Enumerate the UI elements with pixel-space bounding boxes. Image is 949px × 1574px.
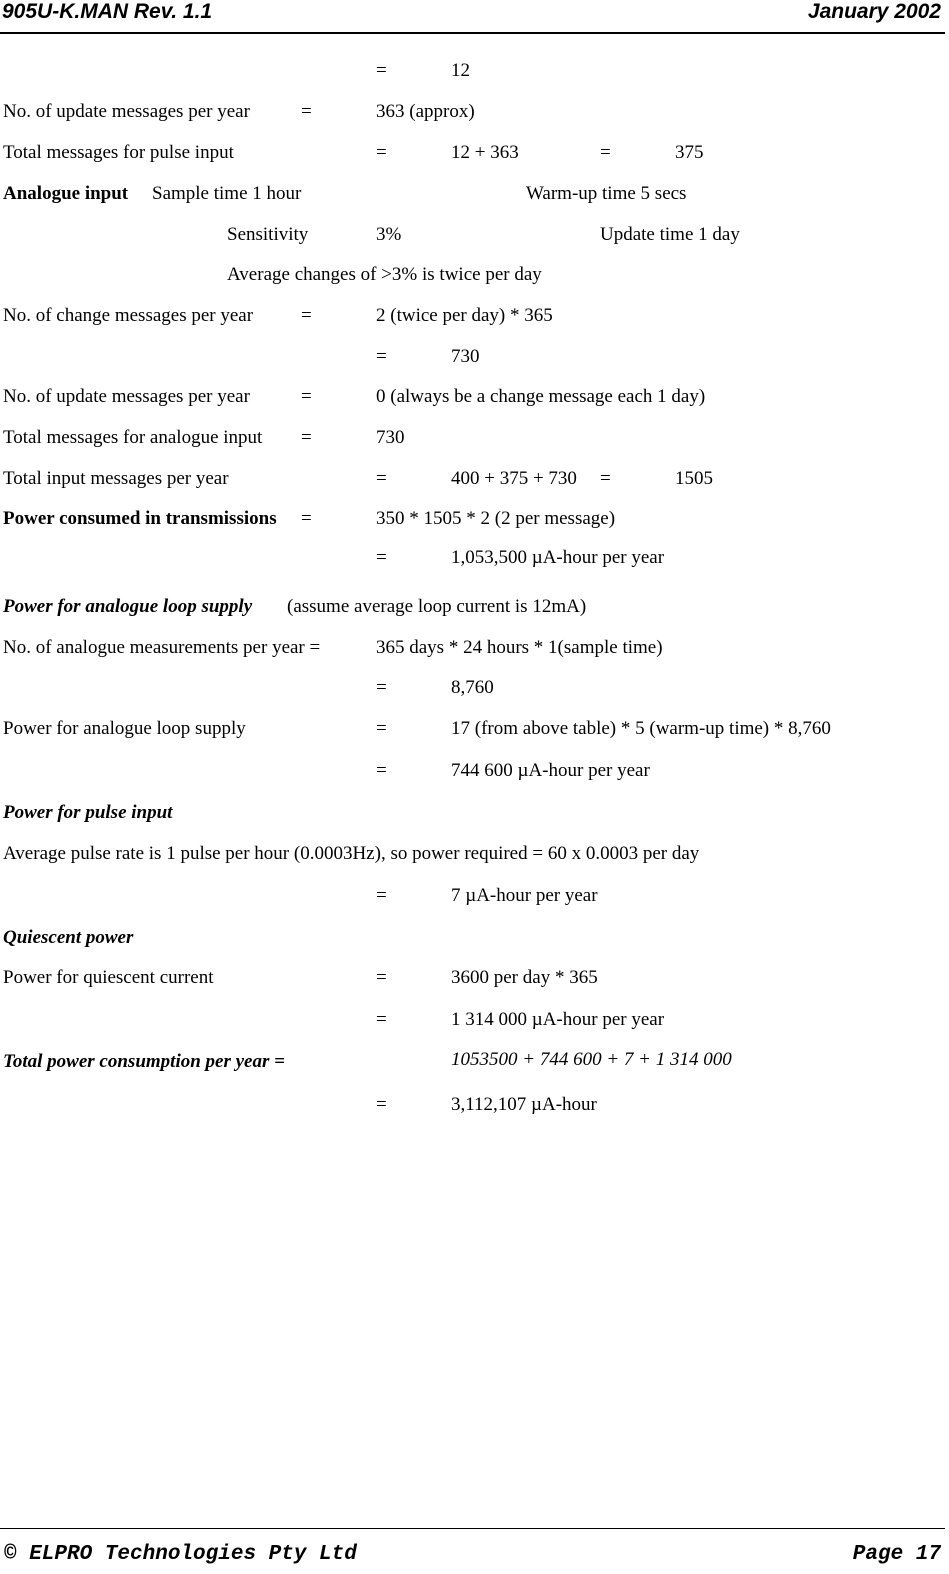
value: 400 + 375 + 730 bbox=[451, 468, 577, 489]
equals-sign: = bbox=[301, 101, 312, 122]
value: 744 600 µA-hour per year bbox=[451, 760, 650, 781]
note: Average changes of >3% is twice per day bbox=[227, 264, 542, 285]
label: Total input messages per year bbox=[3, 468, 229, 489]
value: 7 µA-hour per year bbox=[451, 885, 598, 906]
update-time: Update time 1 day bbox=[600, 224, 740, 245]
equals-sign: = bbox=[376, 1094, 387, 1115]
equals-sign: = bbox=[600, 142, 611, 163]
value: 365 days * 24 hours * 1(sample time) bbox=[376, 637, 663, 658]
value: 12 + 363 bbox=[451, 142, 519, 163]
section-heading-analogue-loop: Power for analogue loop supply bbox=[3, 596, 253, 617]
label-total-power: Total power consumption per year = bbox=[3, 1051, 285, 1072]
value: 1 314 000 µA-hour per year bbox=[451, 1009, 665, 1030]
value: 12 bbox=[451, 60, 470, 81]
equals-sign: = bbox=[376, 142, 387, 163]
sensitivity-value: 3% bbox=[376, 224, 402, 245]
equals-sign: = bbox=[376, 677, 387, 698]
value: 2 (twice per day) * 365 bbox=[376, 305, 553, 326]
equals-sign: = bbox=[376, 885, 387, 906]
section-heading-quiescent: Quiescent power bbox=[3, 927, 134, 948]
equals-sign: = bbox=[376, 547, 387, 568]
label: No. of analogue measurements per year = bbox=[3, 637, 321, 658]
equals-sign: = bbox=[376, 718, 387, 739]
sample-time: Sample time 1 hour bbox=[152, 183, 302, 204]
total-value: 3,112,107 µA-hour bbox=[451, 1094, 597, 1115]
equals-sign: = bbox=[376, 468, 387, 489]
section-label-analogue-input: Analogue input bbox=[3, 183, 129, 204]
header-rule bbox=[0, 32, 945, 34]
footer-page-number: Page 17 bbox=[852, 1543, 941, 1566]
header-document-id: 905U-K.MAN Rev. 1.1 bbox=[2, 0, 213, 23]
label: Power for analogue loop supply bbox=[3, 718, 246, 739]
paragraph: Average pulse rate is 1 pulse per hour (0.0003Hz), so power required = 60 x 0.0003 per day bbox=[3, 843, 700, 864]
value: 730 bbox=[376, 427, 405, 448]
value: 730 bbox=[451, 346, 480, 367]
label-power-consumed: Power consumed in transmissions bbox=[3, 508, 277, 529]
equals-sign: = bbox=[600, 468, 611, 489]
value: 350 * 1505 * 2 (2 per message) bbox=[376, 508, 616, 529]
value: 3600 per day * 365 bbox=[451, 967, 598, 988]
value: 0 (always be a change message each 1 day) bbox=[376, 386, 706, 407]
equals-sign: = bbox=[301, 508, 312, 529]
footer-rule bbox=[0, 1528, 945, 1529]
equals-sign: = bbox=[301, 305, 312, 326]
sensitivity-label: Sensitivity bbox=[227, 224, 309, 245]
value: 363 (approx) bbox=[376, 101, 475, 122]
note: (assume average loop current is 12mA) bbox=[287, 596, 587, 617]
section-heading-pulse-input: Power for pulse input bbox=[3, 802, 173, 823]
result: 1505 bbox=[675, 468, 713, 489]
label: Total messages for analogue input bbox=[3, 427, 263, 448]
label: No. of update messages per year bbox=[3, 101, 250, 122]
label: No. of update messages per year bbox=[3, 386, 250, 407]
label: No. of change messages per year bbox=[3, 305, 254, 326]
equals-sign: = bbox=[376, 60, 387, 81]
label: Total messages for pulse input bbox=[3, 142, 234, 163]
equals-sign: = bbox=[301, 386, 312, 407]
equals-sign: = bbox=[376, 346, 387, 367]
footer-copyright: © ELPRO Technologies Pty Ltd bbox=[4, 1543, 357, 1566]
label: Power for quiescent current bbox=[3, 967, 214, 988]
equals-sign: = bbox=[376, 967, 387, 988]
equals-sign: = bbox=[376, 1009, 387, 1030]
equals-sign: = bbox=[301, 427, 312, 448]
header-date: January 2002 bbox=[807, 0, 941, 23]
equals-sign: = bbox=[376, 760, 387, 781]
result: 375 bbox=[675, 142, 704, 163]
value: 8,760 bbox=[451, 677, 494, 698]
value: 1,053,500 µA-hour per year bbox=[451, 547, 665, 568]
warm-up-time: Warm-up time 5 secs bbox=[526, 183, 687, 204]
value: 1053500 + 744 600 + 7 + 1 314 000 bbox=[451, 1049, 732, 1070]
value: 17 (from above table) * 5 (warm-up time) * 8,760 bbox=[451, 718, 831, 739]
